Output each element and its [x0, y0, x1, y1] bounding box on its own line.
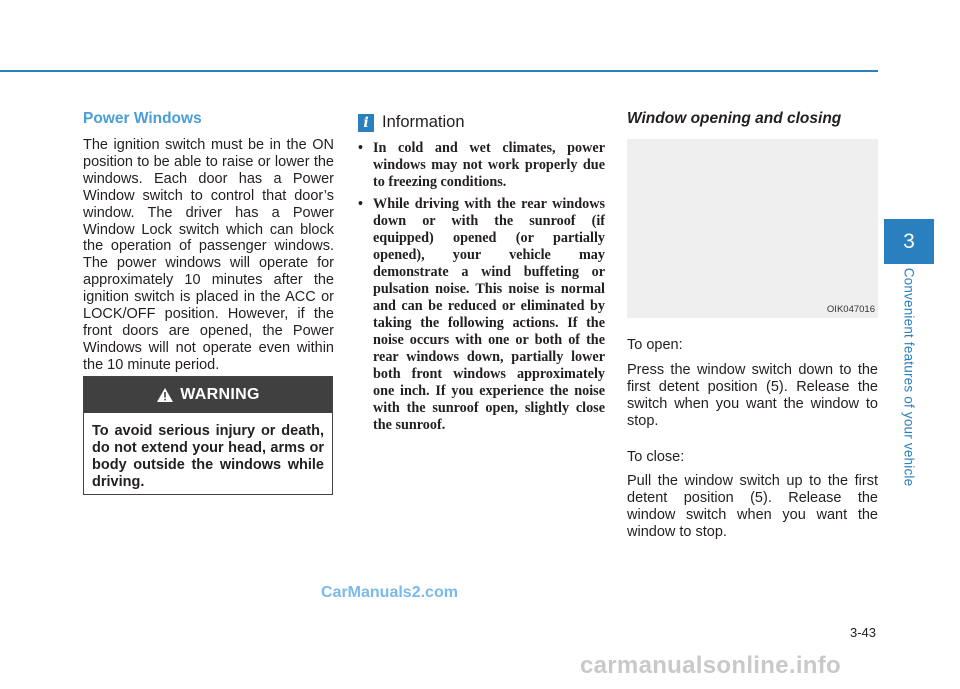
information-header	[358, 113, 605, 132]
page-number: 3-43	[849, 625, 876, 640]
power-windows-body: The ignition switch must be in the ON position to be able to raise or lower the windows. Each door has a Power Window switch to control that door’s window. The driver has a Power Window Lock switch which can block the operation of passenger windows. The power windows will operate for approximately 10 minutes after the ignition switch is placed in the ACC or LOCK/OFF position. However, if the front doors are opened, the Power Windows will not operate even within the 10 minute period.	[83, 137, 334, 373]
chapter-tab: 3	[884, 219, 934, 264]
close-text: Pull the window switch up to the first detent position (5). Release the window switch when you want the window to stop.	[627, 473, 878, 541]
window-opening-section	[627, 110, 878, 541]
list-item: • While driving with the rear windows down or with the sunroof (if equipped) opened (or partially opened), your vehicle may demonstrate a wind buffeting or pulsation noise. This noise is normal and can be reduced or eliminated by taking the following actions. If the noise occurs with one or both of the rear windows down, partially lower both front windows approximately one inch. If you experience the noise with the sunroof open, slightly close the sunroof.	[358, 196, 605, 433]
section-title: Power Windows	[83, 110, 202, 127]
power-windows-section	[83, 110, 334, 374]
subsection-title: Window opening and closing	[627, 110, 842, 127]
window-switch-figure	[627, 139, 878, 318]
warning-header	[84, 377, 332, 413]
list-item-text: While driving with the rear windows down or with the sunroof (if equipped) opened (or partially opened), your vehicle may demonstrate a wind buffeting or pulsation noise. This noise is normal and can be reduced or eliminated by taking the following actions. If the noise occurs with one or both of the rear windows down, partially lower both front windows approximately one inch. If you experience the noise with the sunroof open, slightly close the sunroof.	[373, 196, 605, 433]
close-label: To close:	[627, 448, 685, 465]
figure-code: OIK047016	[826, 304, 875, 315]
header-rule	[0, 70, 878, 72]
info-icon: i	[358, 114, 374, 132]
open-label: To open:	[627, 337, 683, 353]
list-item: • In cold and wet climates, power windows may not work properly due to freezing conditions.	[358, 140, 605, 190]
watermark-left: CarManuals2.com	[321, 584, 458, 601]
information-section	[358, 113, 605, 439]
list-item-text: In cold and wet climates, power windows may not work properly due to freezing conditions.	[373, 140, 605, 190]
warning-box	[83, 376, 333, 495]
watermark-bottom: carmanualsonline.info	[580, 652, 842, 679]
information-list	[358, 140, 605, 434]
warning-label: WARNING	[180, 386, 260, 403]
open-text: Press the window switch down to the first detent position (5). Release the switch when you want the window to stop.	[627, 361, 878, 429]
chapter-title: Convenient features of your vehicle	[901, 267, 917, 487]
warning-triangle-icon	[156, 387, 174, 403]
warning-text: To avoid serious injury or death, do not extend your head, arms or body outside the windows while driving.	[92, 423, 324, 490]
information-title: Information	[382, 113, 465, 131]
